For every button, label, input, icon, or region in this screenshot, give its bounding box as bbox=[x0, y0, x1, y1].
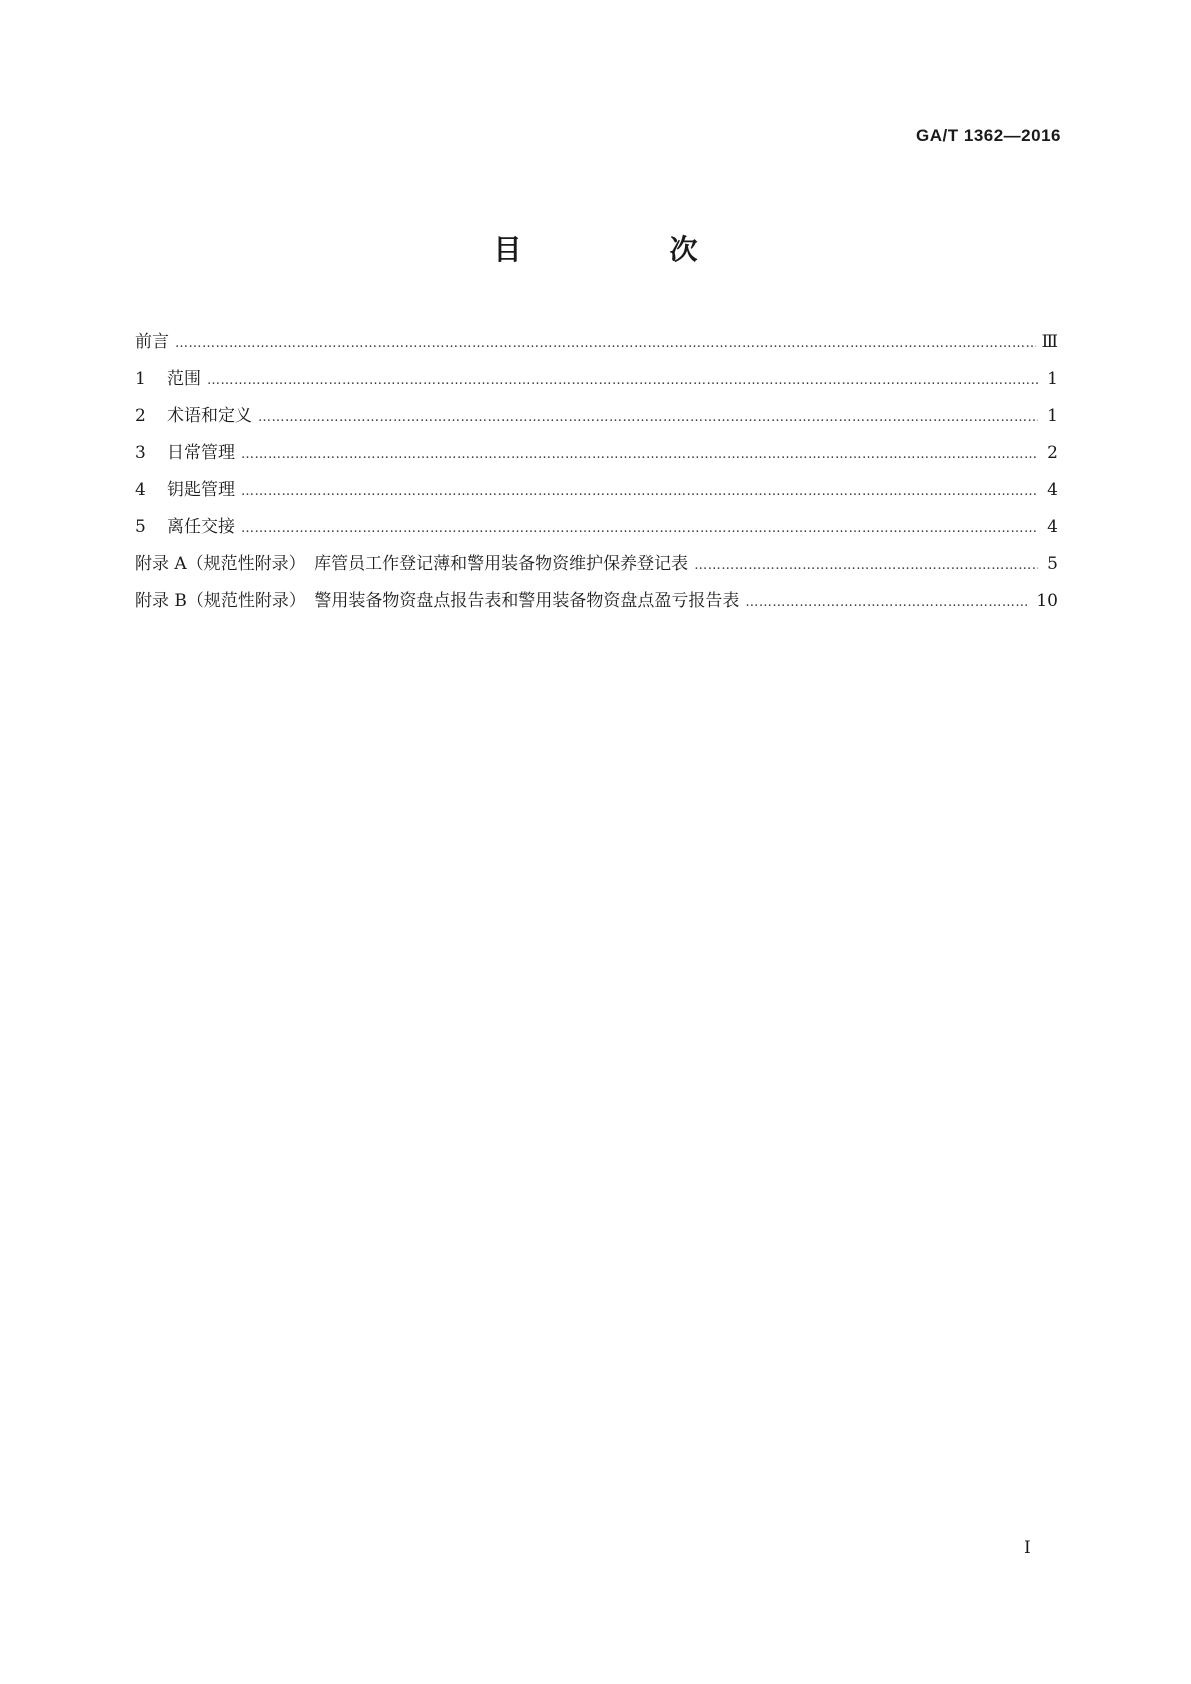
toc-entry-page: 2 bbox=[1047, 443, 1058, 463]
toc-entry-label: 3 日常管理 bbox=[135, 443, 235, 463]
toc-entry-page: 10 bbox=[1036, 591, 1058, 611]
toc-entry-page: 4 bbox=[1047, 480, 1058, 500]
toc-entry-scope[interactable] bbox=[135, 364, 1058, 401]
toc-dot-leader bbox=[241, 484, 1038, 499]
toc-entry-label: 前言 bbox=[135, 332, 169, 352]
toc-dot-leader bbox=[694, 558, 1038, 573]
standard-code: GA/T 1362—2016 bbox=[916, 126, 1061, 145]
table-of-contents bbox=[135, 327, 1058, 623]
toc-entry-page: 4 bbox=[1047, 517, 1058, 537]
toc-entry-number: 2 bbox=[135, 406, 146, 426]
toc-entry-page: 5 bbox=[1047, 554, 1058, 574]
toc-entry-key-management[interactable] bbox=[135, 475, 1058, 512]
toc-entry-page: 1 bbox=[1047, 369, 1058, 389]
toc-dot-leader bbox=[745, 595, 1030, 610]
toc-entry-label: 2 术语和定义 bbox=[135, 406, 252, 426]
toc-dot-leader bbox=[258, 410, 1038, 425]
page-title: 目 次 bbox=[493, 233, 758, 266]
toc-entry-number: 5 bbox=[135, 517, 146, 537]
toc-entry-terms[interactable] bbox=[135, 401, 1058, 438]
toc-dot-leader bbox=[207, 373, 1038, 388]
toc-entry-foreword[interactable] bbox=[135, 327, 1058, 364]
page-number: I bbox=[1024, 1538, 1031, 1558]
toc-entry-appendix-a[interactable] bbox=[135, 549, 1058, 586]
toc-entry-page: Ⅲ bbox=[1041, 332, 1058, 352]
toc-dot-leader bbox=[241, 521, 1038, 536]
toc-entry-label: 5 离任交接 bbox=[135, 517, 235, 537]
toc-entry-label: 附录 A（规范性附录） 库管员工作登记薄和警用装备物资维护保养登记表 bbox=[135, 554, 689, 574]
toc-entry-daily-management[interactable] bbox=[135, 438, 1058, 475]
toc-entry-label: 附录 B（规范性附录） 警用装备物资盘点报告表和警用装备物资盘点盈亏报告表 bbox=[135, 591, 740, 611]
toc-entry-appendix-b[interactable] bbox=[135, 586, 1058, 623]
toc-entry-page: 1 bbox=[1047, 406, 1058, 426]
toc-entry-label: 4 钥匙管理 bbox=[135, 480, 235, 500]
toc-entry-number: 1 bbox=[135, 369, 146, 389]
toc-entry-number: 3 bbox=[135, 443, 146, 463]
toc-entry-handover[interactable] bbox=[135, 512, 1058, 549]
toc-dot-leader bbox=[241, 447, 1038, 462]
toc-entry-number: 4 bbox=[135, 480, 146, 500]
toc-dot-leader bbox=[175, 336, 1036, 351]
toc-entry-label: 1 范围 bbox=[135, 369, 201, 389]
